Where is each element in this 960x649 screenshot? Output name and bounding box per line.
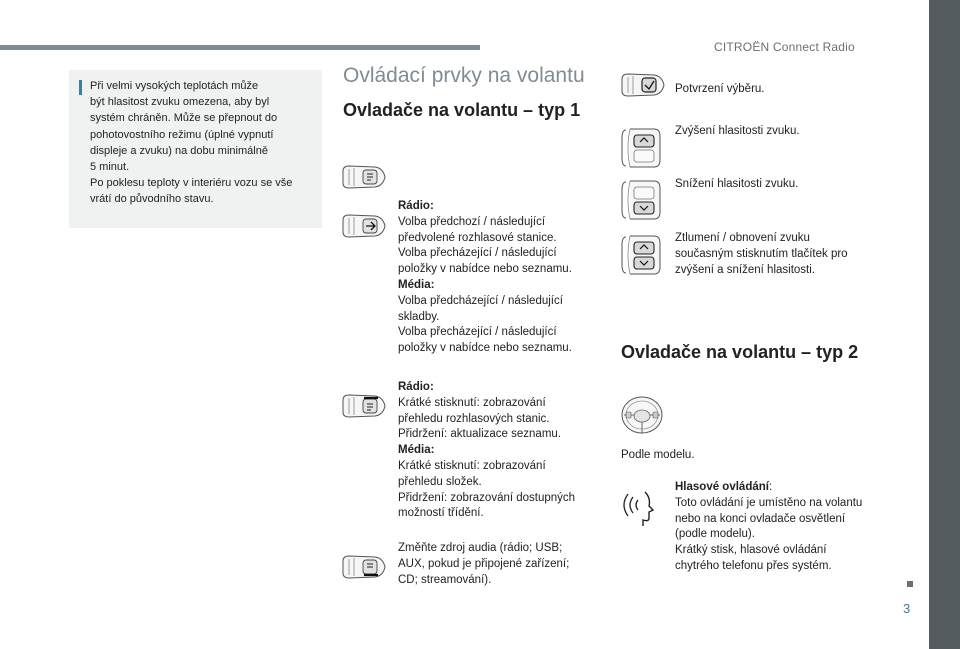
control-stalk-icon (341, 392, 387, 420)
description-line: Podle modelu. (621, 449, 695, 461)
source-description (398, 541, 584, 588)
page-title: Ovládací prvky na volantu (343, 64, 585, 87)
volume-down-description (675, 177, 865, 193)
steering-control-pad-icon (620, 178, 664, 222)
page-number: 3 (903, 601, 911, 616)
model-note (621, 448, 811, 464)
section-title-type1: Ovladače na volantu – typ 1 (343, 100, 581, 120)
note-text: Při velmi vysokých teplotách může být hlasitost zvuku omezena, aby byl systém chráněn. Může se přepnout do pohotovostního režimu (úplné vypnutí displeje a zvuku) na dobu minimálně 5 minut. Po poklesu teploty v interiéru vozu se vše vrátí do původního stavu. (90, 80, 293, 206)
description-line: Přidržení: aktualizace seznamu. (398, 428, 561, 441)
voice-heading-colon: : (768, 481, 773, 493)
description-line: Volba přecházející / následující položky v nabídce nebo seznamu. (398, 247, 572, 276)
media-heading: Média: (398, 278, 435, 291)
control-stalk-icon (341, 553, 387, 581)
radio-heading: Rádio: (398, 200, 434, 212)
mute-description (675, 231, 861, 278)
volume-up-description (675, 124, 865, 140)
description-line: Krátký stisk, hlasové ovládání chytrého telefonu přes systém. (675, 544, 832, 572)
section-title-type2: Ovladače na volantu – typ 2 (621, 342, 859, 362)
steering-control-pad-icon (620, 71, 666, 99)
radio-heading: Rádio: (398, 381, 434, 393)
control-stalk-icon (341, 163, 387, 191)
side-band (929, 0, 960, 649)
description-line: Krátké stisknutí: zobrazování přehledu rozhlasových stanic. (398, 396, 550, 425)
steering-wheel-icon (620, 395, 664, 435)
description-line: Zvýšení hlasitosti zvuku. (675, 125, 800, 137)
description-line: Volba předchozí / následující předvolené rozhlasové stanice. (398, 215, 557, 244)
voice-heading: Hlasové ovládání (675, 481, 769, 493)
page-marker (907, 581, 913, 587)
radio-scroll-description (398, 199, 584, 357)
description-line: Ztlumení / obnovení zvuku současným stisknutím tlačítek pro zvýšení a snížení hlasitosti. (675, 232, 848, 276)
confirm-description (675, 82, 865, 98)
description-line: Změňte zdroj audia (rádio; USB; AUX, pokud je připojené zařízení; CD; streamování). (398, 542, 570, 586)
header-brand: CITROËN Connect Radio (714, 40, 855, 54)
info-icon (79, 80, 82, 95)
description-line: Potvrzení výběru. (675, 83, 765, 95)
description-line: Přidržení: zobrazování dostupných možností třídění. (398, 491, 576, 520)
description-line: Volba předcházející / následující skladby. (398, 294, 563, 323)
voice-command-icon (621, 488, 665, 528)
media-heading: Média: (398, 444, 435, 457)
description-line: Snížení hlasitosti zvuku. (675, 178, 799, 190)
description-line: Krátké stisknutí: zobrazování přehledu složek. (398, 459, 546, 488)
voice-description (675, 480, 865, 575)
steering-control-pad-icon (620, 126, 664, 170)
header-rule (0, 45, 480, 50)
description-line: Volba přecházející / následující položky v nabídce nebo seznamu. (398, 326, 572, 355)
description-line: Toto ovládání je umístěno na volantu nebo na konci ovladače osvětlení (podle modelu). (675, 496, 863, 541)
voice-heading-line (675, 480, 865, 496)
note-box (69, 70, 322, 228)
steering-control-pad-icon (620, 233, 664, 277)
control-stalk-icon (341, 212, 387, 240)
radio-press-description (398, 380, 584, 522)
